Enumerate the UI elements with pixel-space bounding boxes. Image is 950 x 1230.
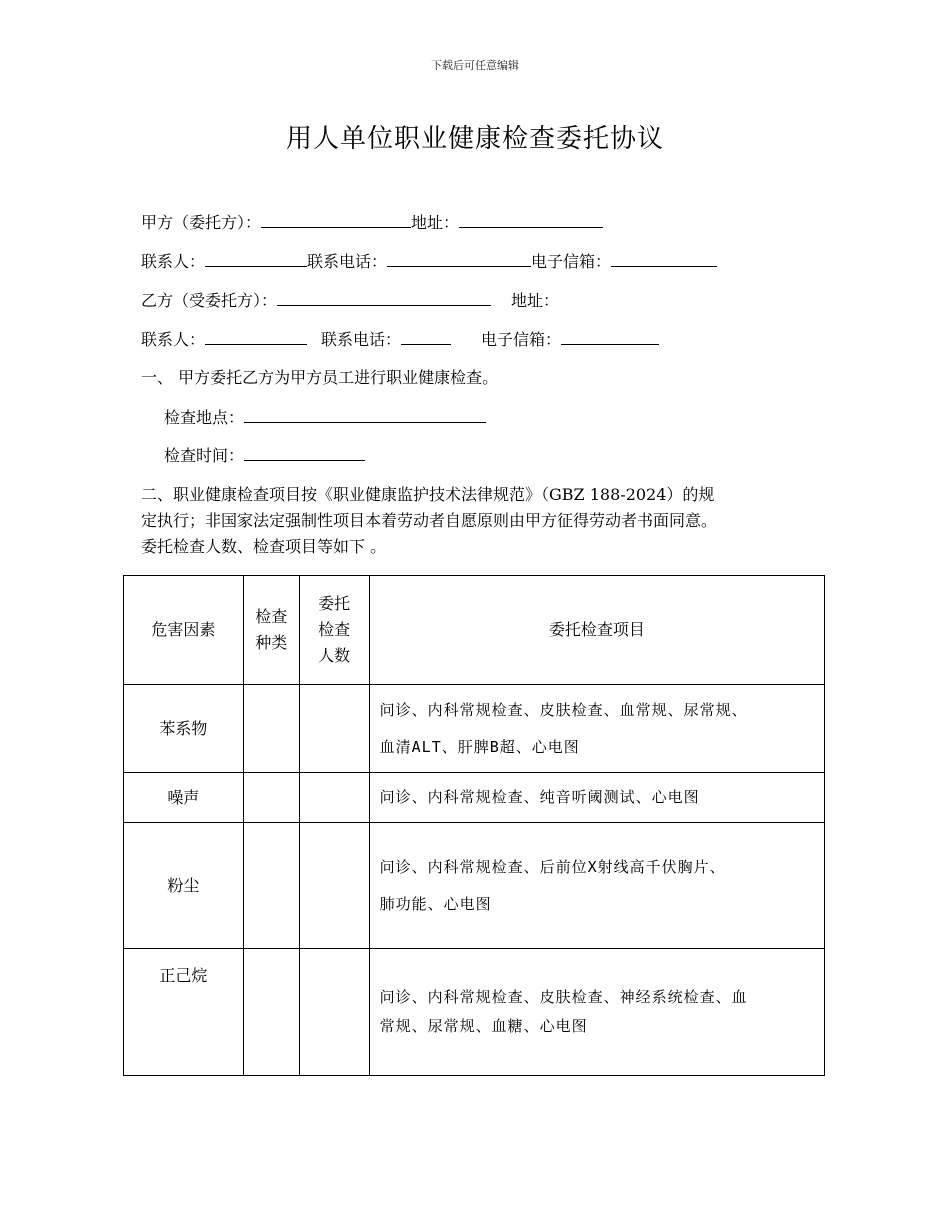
clause-1-text: 一、 甲方委托乙方为甲方员工进行职业健康检查。 bbox=[141, 368, 499, 387]
row-items-line-2: 肺功能、心电图 bbox=[379, 894, 492, 913]
party-b-contact-field[interactable] bbox=[205, 328, 307, 345]
row-items-line-1: 问诊、内科常规检查、纯音听阈测试、心电图 bbox=[379, 788, 700, 806]
header-type-line-1: 检查 bbox=[255, 607, 288, 626]
row-items bbox=[369, 823, 824, 949]
table-header-row bbox=[124, 576, 825, 685]
row-factor: 正己烷 bbox=[124, 949, 244, 1076]
header-count-line-3: 人数 bbox=[318, 646, 351, 665]
party-a-email-label: 电子信箱： bbox=[531, 252, 612, 271]
party-a-contact-line bbox=[141, 250, 717, 272]
exam-location-line bbox=[164, 406, 486, 428]
header-type-line-2: 种类 bbox=[255, 633, 288, 652]
header-count-line-2: 检查 bbox=[318, 620, 351, 639]
party-b-name-field[interactable] bbox=[277, 289, 491, 306]
row-items-line-2: 血清ALT、肝脾B超、心电图 bbox=[379, 737, 580, 756]
party-a-phone-label: 联系电话： bbox=[307, 252, 388, 271]
party-b-phone-field[interactable] bbox=[401, 328, 451, 345]
row-count-cell[interactable] bbox=[299, 773, 369, 823]
exam-time-line bbox=[164, 444, 365, 466]
party-b-label: 乙方（受委托方）： bbox=[141, 291, 278, 310]
party-a-email-field[interactable] bbox=[611, 250, 717, 267]
row-type-cell[interactable] bbox=[243, 685, 299, 773]
clause-2-line-1: 二、职业健康检查项目按《职业健康监护技术法律规范》（GBZ 188-2024）的规 bbox=[141, 485, 715, 504]
party-a-contact-field[interactable] bbox=[205, 250, 307, 267]
party-b-line bbox=[141, 289, 559, 311]
row-items bbox=[369, 685, 824, 773]
row-items-line-1: 问诊、内科常规检查、皮肤检查、血常规、尿常规、 bbox=[379, 700, 748, 719]
table-row bbox=[124, 949, 825, 1076]
party-a-contact-label: 联系人： bbox=[141, 252, 206, 271]
row-items-line-1: 问诊、内科常规检查、后前位X射线高千伏胸片、 bbox=[379, 857, 726, 876]
row-items bbox=[369, 773, 824, 823]
clause-2-paragraph bbox=[141, 482, 821, 560]
party-b-contact-label: 联系人： bbox=[141, 330, 206, 349]
table-row bbox=[124, 685, 825, 773]
row-factor: 苯系物 bbox=[124, 685, 244, 773]
row-factor: 噪声 bbox=[124, 773, 244, 823]
row-type-cell[interactable] bbox=[243, 773, 299, 823]
header-items: 委托检查项目 bbox=[369, 576, 824, 685]
row-items-line-1: 问诊、内科常规检查、皮肤检查、神经系统检查、血 bbox=[379, 988, 748, 1006]
row-items bbox=[369, 949, 824, 1076]
row-count-cell[interactable] bbox=[299, 949, 369, 1076]
party-b-address-label: 地址： bbox=[511, 291, 560, 310]
party-b-email-label: 电子信箱： bbox=[481, 330, 562, 349]
exam-time-label: 检查时间： bbox=[164, 446, 245, 465]
row-factor: 粉尘 bbox=[124, 823, 244, 949]
party-a-phone-field[interactable] bbox=[387, 250, 531, 267]
row-type-cell[interactable] bbox=[243, 949, 299, 1076]
row-count-cell[interactable] bbox=[299, 685, 369, 773]
exam-time-field[interactable] bbox=[244, 444, 365, 461]
exam-location-field[interactable] bbox=[244, 406, 486, 423]
header-count-line-1: 委托 bbox=[318, 594, 351, 613]
row-count-cell[interactable] bbox=[299, 823, 369, 949]
clause-2-line-3: 委托检查人数、检查项目等如下 。 bbox=[141, 537, 387, 556]
row-items-line-2: 常规、尿常规、血糖、心电图 bbox=[379, 1017, 588, 1035]
document-title: 用人单位职业健康检查委托协议 bbox=[285, 124, 664, 154]
party-a-address-field[interactable] bbox=[459, 211, 603, 228]
header-factor: 危害因素 bbox=[124, 576, 244, 685]
header-count bbox=[299, 576, 369, 685]
table-row bbox=[124, 823, 825, 949]
party-b-email-field[interactable] bbox=[561, 328, 659, 345]
clause-2-line-2: 定执行；非国家法定强制性项目本着劳动者自愿原则由甲方征得劳动者书面同意。 bbox=[141, 511, 718, 530]
table-row bbox=[124, 773, 825, 823]
exam-location-label: 检查地点： bbox=[164, 408, 245, 427]
party-b-phone-label: 联系电话： bbox=[321, 330, 402, 349]
party-a-line bbox=[141, 211, 603, 233]
party-a-name-field[interactable] bbox=[261, 211, 411, 228]
header-type bbox=[243, 576, 299, 685]
party-a-label: 甲方（委托方）： bbox=[141, 213, 262, 232]
party-b-contact-line bbox=[141, 328, 659, 350]
party-a-address-label: 地址： bbox=[411, 213, 460, 232]
row-type-cell[interactable] bbox=[243, 823, 299, 949]
exam-items-table bbox=[123, 575, 825, 1076]
header-note: 下载后可任意编辑 bbox=[431, 59, 519, 72]
